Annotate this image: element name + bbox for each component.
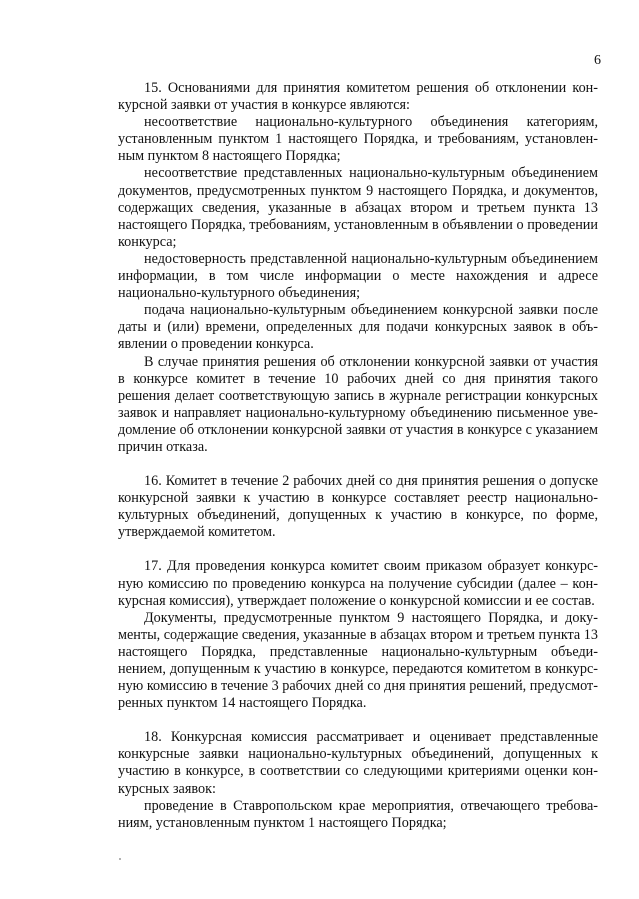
page-number: 6	[594, 53, 601, 68]
paragraph-15-item-2: несоответствие представленных национально-культурным объединением документов, предусмотренных пунктом 9 настоящего Порядка, и документов, содержащих сведения, указанные в абзацах втором и третьем пункта 13 настоящего Порядка, требованиям, установленным в объявлении о проведении конкурса;	[118, 165, 598, 250]
scan-speck	[119, 858, 121, 860]
paragraph-18: 18. Конкурсная комиссия рассматривает и оценивает представленные конкурсные заявки национально-культурных объединений, допущенных к участию в конкурсе, в соответствии со следующими критериями оценки конкурсных заявок:	[118, 729, 598, 797]
paragraph-15-rejection-notice: В случае принятия решения об отклонении конкурсной заявки от участия в конкурсе комитет в течение 10 рабочих дней со дня принятия такого решения делает соответствующую запись в журнале регистрации конкурсных заявок и направляет национально-культурному объединению письменное уведомление об отклонении конкурсной заявки от участия в конкурсе с указанием причин отказа.	[118, 353, 598, 455]
paragraph-15-item-1: несоответствие национально-культурного объединения категориям, установленным пунктом 1 настоящего Порядка, и требованиям, установленным пунктом 8 настоящего Порядка;	[118, 114, 598, 165]
paragraph-16: 16. Комитет в течение 2 рабочих дней со дня принятия решения о допуске конкурсной заявки к участию в конкурсе составляет реестр национально-культурных объединений, допущенных к участию в конкурсе, по форме, утверждаемой комитетом.	[118, 473, 598, 541]
paragraph-15: 15. Основаниями для принятия комитетом решения об отклонении конкурсной заявки от участия в конкурсе являются:	[118, 80, 598, 114]
paragraph-15-item-3: недостоверность представленной национально-культурным объединением информации, в том числе информации о месте нахождения и адресе национально-культурного объединения;	[118, 250, 598, 302]
document-body	[118, 80, 598, 832]
paragraph-18-criterion-1: проведение в Ставропольском крае мероприятия, отвечающего требованиям, установленным пунктом 1 настоящего Порядка;	[118, 797, 598, 831]
paragraph-17: 17. Для проведения конкурса комитет своим приказом образует конкурсную комиссию по проведению конкурса на получение субсидии (далее – конкурсная комиссия), утверждает положение о конкурсной комиссии и ее состав.	[118, 558, 598, 609]
paragraph-17-documents: Документы, предусмотренные пунктом 9 настоящего Порядка, и документы, содержащие сведения, указанные в абзацах втором и третьем пункта 13 настоящего Порядка, представленные национально-культурным объединением, допущенным к участию в конкурсе, передаются комитетом в конкурсную комиссию в течение 3 рабочих дней со дня принятия решений, предусмотренных пунктом 14 настоящего Порядка.	[118, 609, 598, 712]
paragraph-15-item-4: подача национально-культурным объединением конкурсной заявки после даты и (или) времени, определенных для подачи конкурсных заявок в объявлении о проведении конкурса.	[118, 302, 598, 353]
